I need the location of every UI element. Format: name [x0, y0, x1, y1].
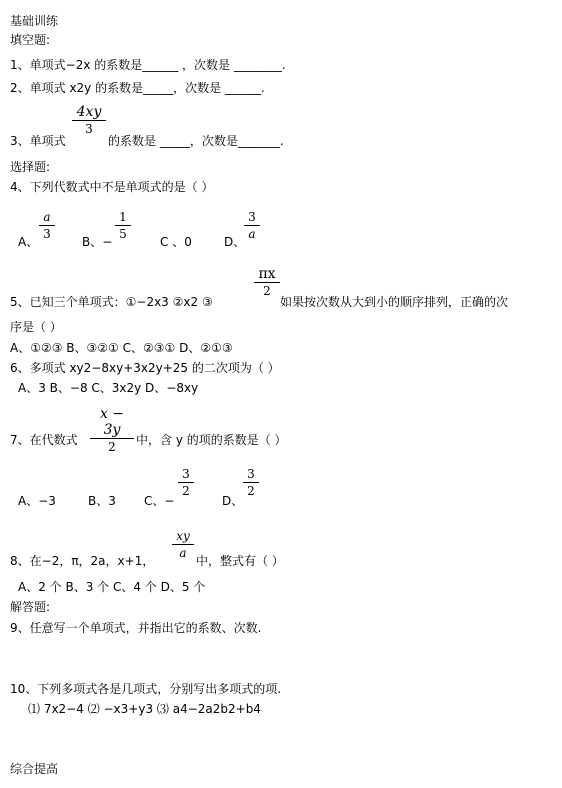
q7-option-a: A、−3: [18, 494, 56, 508]
q4-option-b-fraction: [115, 209, 131, 242]
question-6-stem: 6、多项式 xy2−8xy+3x2y+25 的二次项为（ ）: [10, 361, 280, 375]
q7-option-c-fraction: [178, 466, 194, 499]
question-5-stem: 5、已知三个单项式：①−2x3 ②x2 ③: [10, 295, 213, 309]
fraction-numerator: 3: [243, 466, 259, 483]
question-3-fraction: [72, 104, 106, 137]
q7-option-d-fraction: [243, 466, 259, 499]
q7-option-c-label: C、−: [144, 494, 175, 508]
fraction-numerator: πx: [254, 266, 280, 283]
fraction-numerator: xy: [172, 528, 194, 545]
question-8-options: A、2 个 B、3 个 C、4 个 D、5 个: [18, 580, 206, 594]
q4-option-d-label: D、: [224, 235, 246, 249]
fraction-denominator: 5: [119, 227, 127, 241]
answer-section-title: 解答题:: [10, 600, 51, 614]
fraction-denominator: 2: [108, 440, 116, 454]
question-7-prefix: 7、在代数式: [10, 433, 78, 447]
question-5-options: A、①②③ B、③②① C、②③① D、②①③: [10, 341, 233, 355]
question-4: 4、下列代数式中不是单项式的是（ ）: [10, 180, 214, 194]
q7-option-d-label: D、: [222, 494, 244, 508]
fraction-denominator: 2: [247, 484, 255, 498]
footer-heading: 综合提高: [10, 762, 59, 776]
question-2: 2、单项式 x2y 的系数是_____，次数是 ______.: [10, 81, 265, 95]
section-heading: 基础训练: [10, 14, 59, 28]
q4-option-d-fraction: [244, 209, 260, 242]
question-5-fraction: [254, 266, 280, 299]
fraction-denominator: a: [248, 227, 256, 241]
question-5-line2: 序是（ ）: [10, 320, 62, 334]
fraction-denominator: 3: [85, 122, 93, 136]
question-6-options: A、3 B、−8 C、3x2y D、−8xy: [18, 381, 199, 395]
fraction-numerator: a: [39, 209, 55, 226]
fraction-numerator: 1: [115, 209, 131, 226]
q4-option-c: C 、0: [160, 235, 192, 249]
question-7-suffix: 中，含 y 的项的系数是（ ）: [136, 433, 287, 447]
question-10-items: ⑴ 7x2−4 ⑵ −x3+y3 ⑶ a4−2a2b2+b4: [28, 702, 261, 716]
fraction-denominator: 2: [263, 284, 271, 298]
fraction-numerator: 3: [244, 209, 260, 226]
fraction-numerator: 4xy: [72, 104, 106, 121]
question-10: 10、下列多项式各是几项式，分别写出多项式的项.: [10, 682, 282, 696]
fraction-denominator: 2: [182, 484, 190, 498]
choice-section-title: 选择题:: [10, 160, 51, 174]
question-3-suffix: 的系数是 _____，次数是_______.: [108, 134, 284, 148]
question-3-prefix: 3、单项式: [10, 134, 66, 148]
question-8-prefix: 8、在−2，π，2a，x+1，: [10, 554, 155, 568]
fill-section-title: 填空题:: [10, 33, 51, 47]
fraction-numerator: 3: [178, 466, 194, 483]
fraction-denominator: 3: [43, 227, 51, 241]
question-5-tail: 如果按次数从大到小的顺序排列，正确的次: [280, 295, 509, 309]
q4-option-a-fraction: [39, 209, 55, 242]
fraction-denominator: a: [179, 546, 187, 560]
question-7-fraction: [90, 406, 134, 455]
question-8-suffix: 中，整式有（ ）: [196, 554, 284, 568]
question-9: 9、任意写一个单项式，并指出它的系数、次数.: [10, 621, 262, 635]
question-1: 1、单项式−2x 的系数是______ ，次数是 ________.: [10, 58, 286, 72]
q4-option-b-label: B、−: [82, 235, 113, 249]
q4-option-a-label: A、: [18, 235, 39, 249]
fraction-numerator: x − 3y: [90, 406, 134, 439]
q7-option-b: B、3: [88, 494, 116, 508]
question-8-fraction: [172, 528, 194, 561]
